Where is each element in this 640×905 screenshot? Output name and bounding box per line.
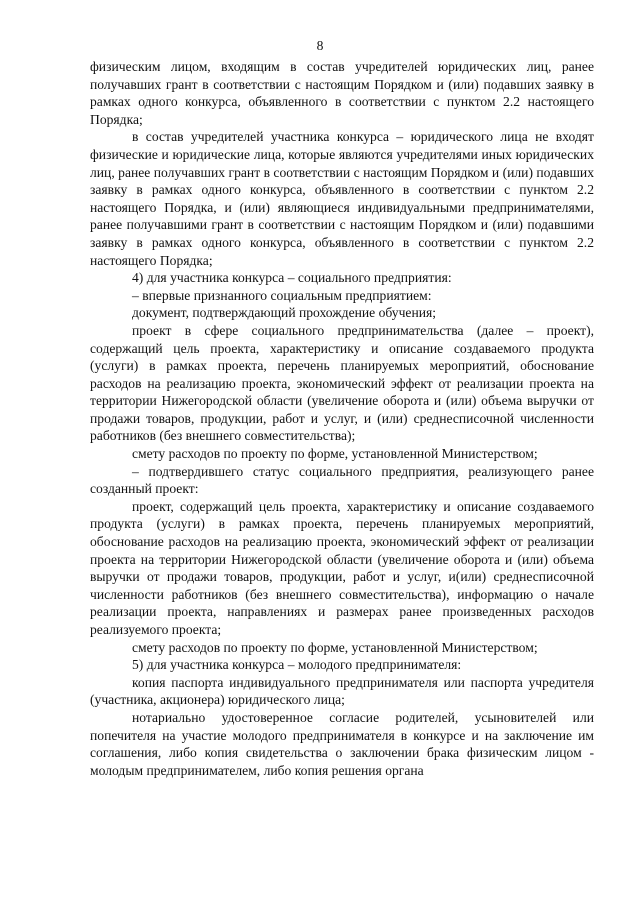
paragraph: копия паспорта индивидуального предпринимателя или паспорта учредителя (участника, акционера) юридического лица; — [90, 674, 594, 708]
paragraph: документ, подтверждающий прохождение обучения; — [132, 305, 437, 321]
paragraph: физическим лицом, входящим в состав учредителей юридических лиц, ранее получавших грант в соответствии с настоящим Порядком и (или) подавших заявку в рамках одного конкурса, объявленного в соответствии с пунктом 2.2 настоящего Порядка; — [90, 59, 594, 127]
paragraph: в состав учредителей участника конкурса – юридического лица не входят физические и юридические лица, которые являются учредителями иных юридических лиц, ранее получавших грант в соответствии с настоящим Порядком и (или) подавших заявку в рамках одного конкурса, объявленного в соответствии с пунктом 2.2 настоящего Порядка, и (или) являющиеся индивидуальными предпринимателями, ранее получавшими грант в соответствии с настоящим Порядком и (или) подавшими заявку в рамках одного конкурса, объявленного в соответствии с пунктом 2.2 настоящего Порядка; — [90, 129, 594, 268]
paragraph: проект в сфере социального предпринимательства (далее – проект), содержащий цель проекта, характеристику и описание создаваемого продукта (услуги) в рамках проекта, перечень планируемых мероприятий, обоснование расходов на реализацию проекта, экономический эффект от реализации проекта на территории Нижегородской области (увеличение оборота и (или) объема выручки от продажи товаров, продукции, работ и услуг, и (или) среднесписочной численности работников (без внешнего совместительства); — [90, 322, 594, 444]
paragraph: 4) для участника конкурса – социального предприятия: — [132, 270, 452, 286]
document-body — [90, 58, 594, 779]
paragraph: 5) для участника конкурса – молодого предпринимателя: — [132, 657, 462, 673]
paragraph: проект, содержащий цель проекта, характеристику и описание создаваемого продукта (услуги) в рамках проекта, перечень планируемых мероприятий, обоснование расходов на реализацию проекта, экономический эффект от реализации проекта на территории Нижегородской области (увеличение оборота и (или) объема выручки от продажи товаров, продукции, работ и услуг, и(или) среднесписочной численности работников (без внешнего совместительства), информацию о начале реализации проекта, направлениях и размерах ранее произведенных расходов реализуемого проекта; — [90, 498, 594, 637]
paragraph: – подтвердившего статус социального предприятия, реализующего ранее созданный проект: — [90, 463, 594, 497]
paragraph: смету расходов по проекту по форме, установленной Министерством; — [132, 446, 538, 462]
page-number: 8 — [316, 38, 324, 53]
paragraph: – впервые признанного социальным предприятием: — [132, 287, 432, 303]
paragraph: смету расходов по проекту по форме, установленной Министерством; — [132, 639, 538, 655]
paragraph: нотариально удостоверенное согласие родителей, усыновителей или попечителя на участие молодого предпринимателя в конкурсе и на заключение им соглашения, либо копия свидетельства о заключении брака физическим лицом - молодым предпринимателем, либо копия решения органа — [90, 709, 594, 778]
